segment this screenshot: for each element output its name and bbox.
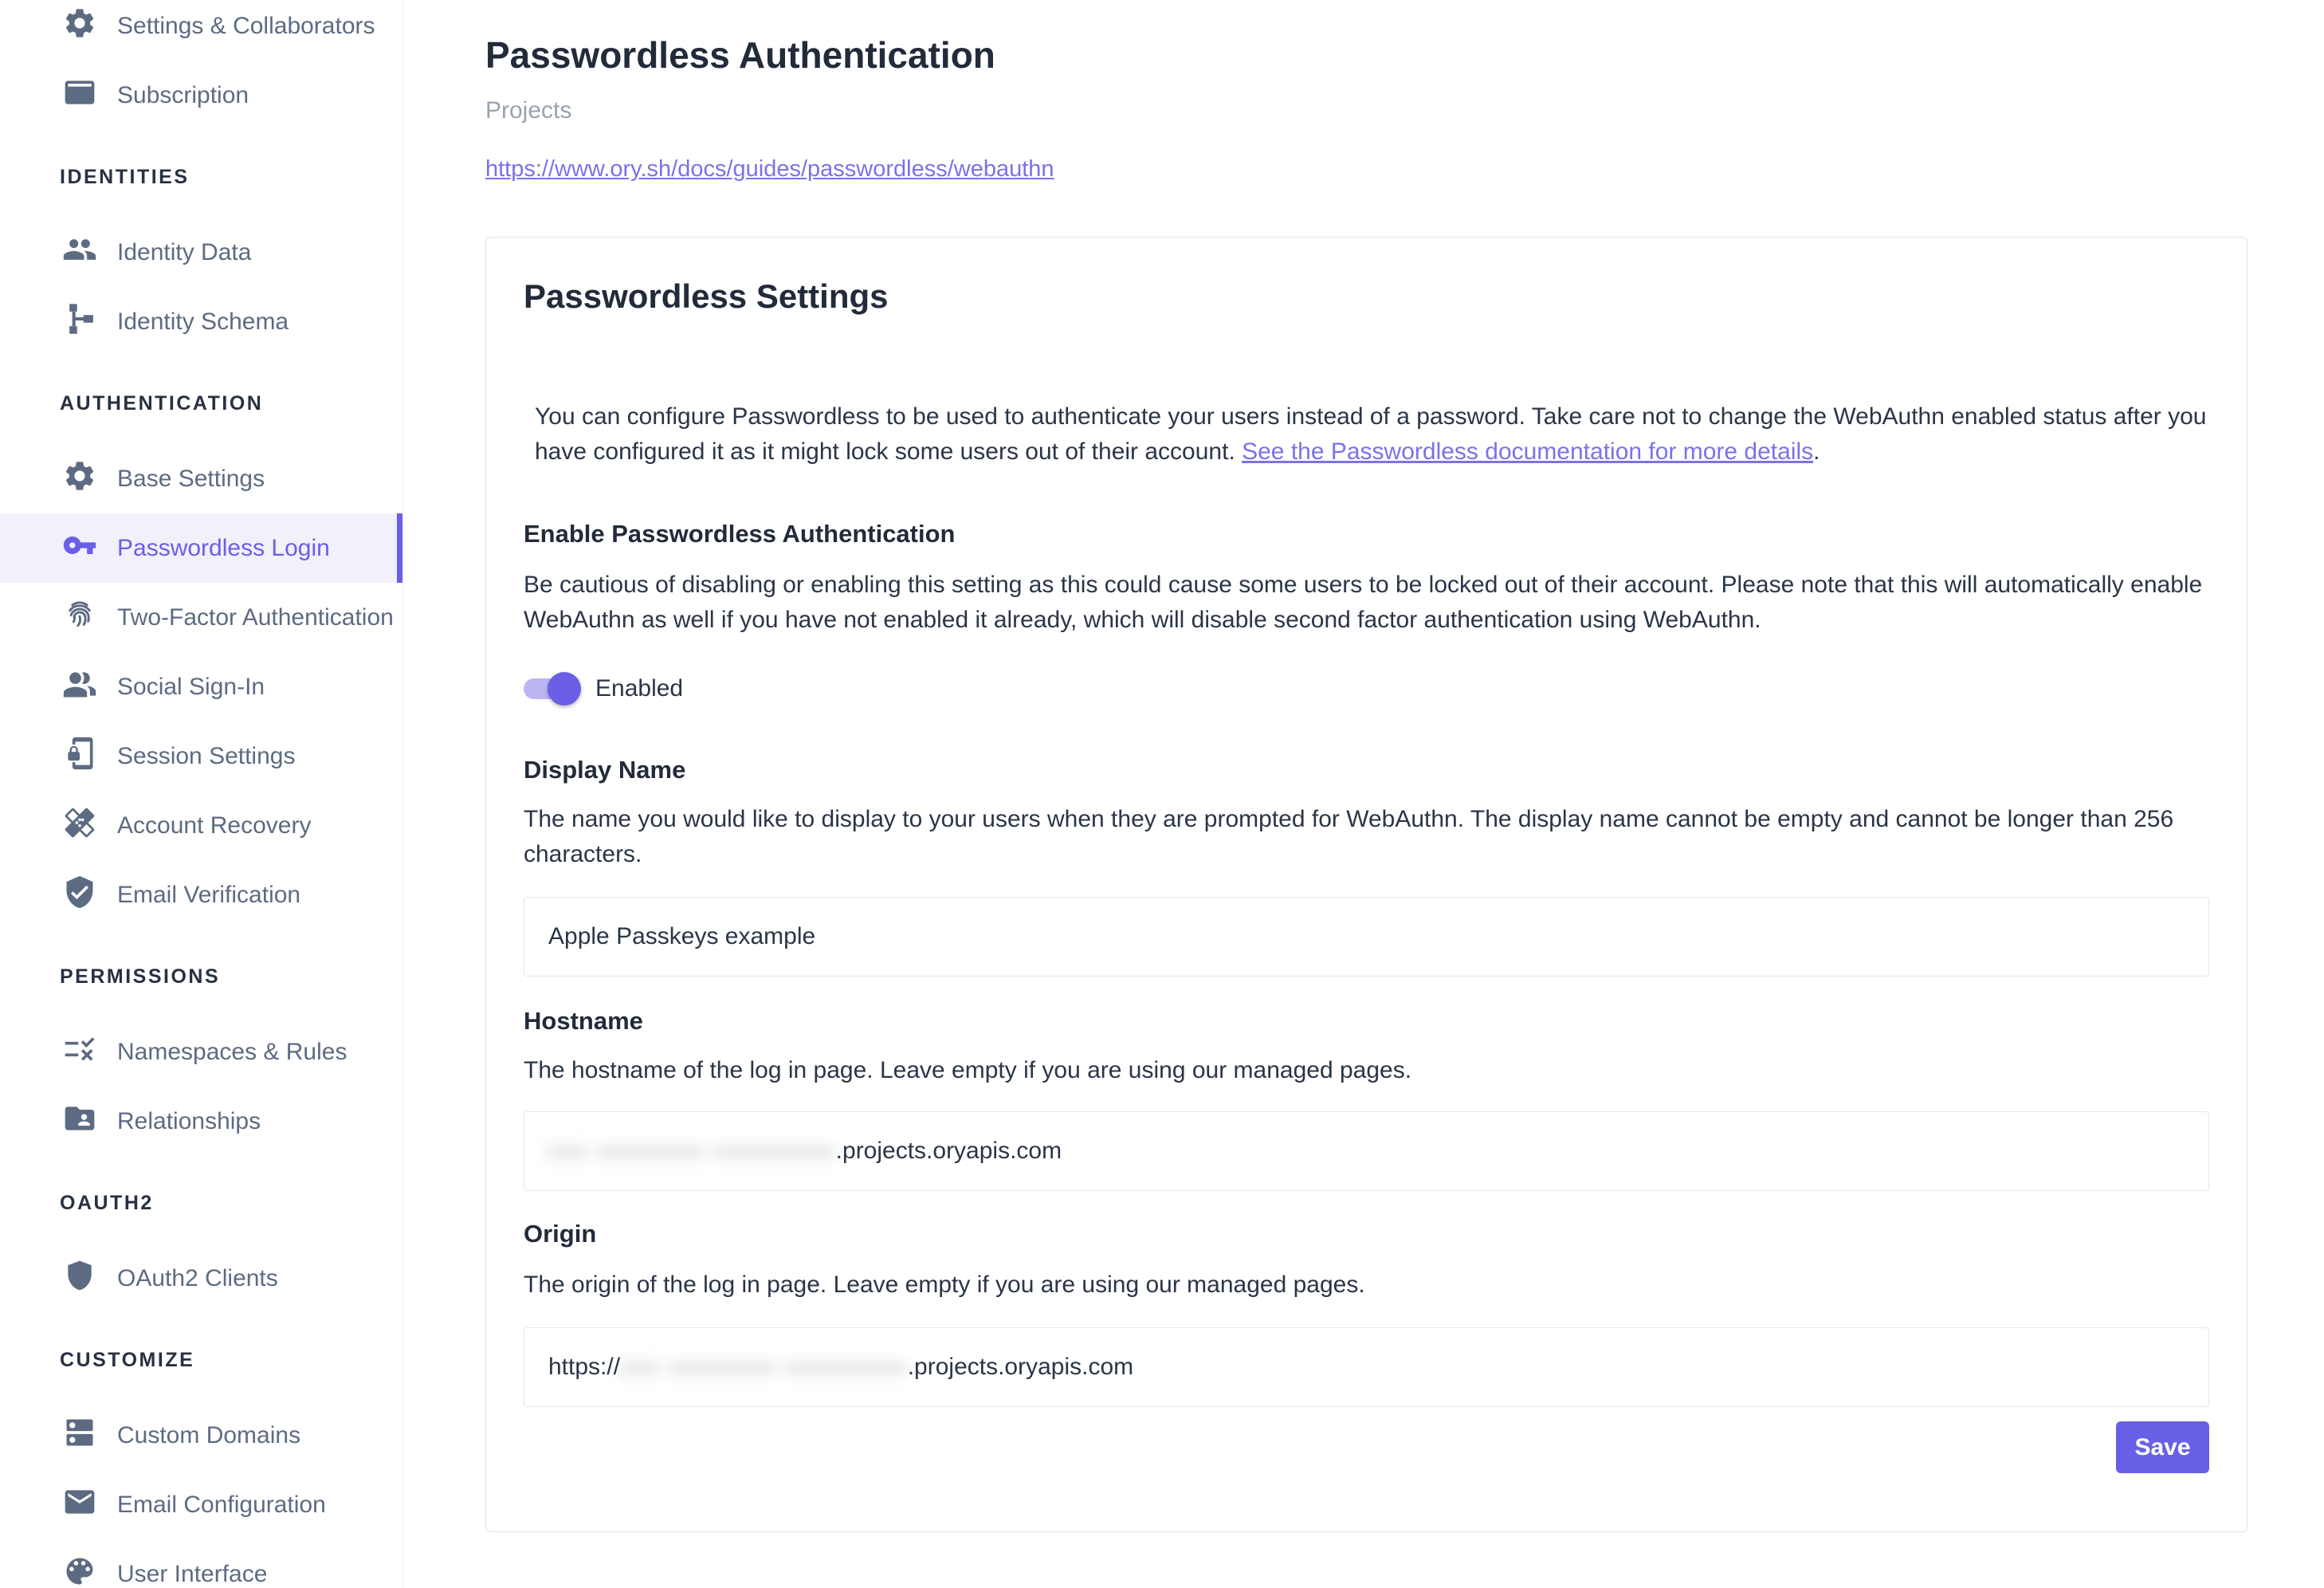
- sidebar-item-label: Two-Factor Authentication: [117, 603, 394, 631]
- sidebar-item-oauth2-clients[interactable]: [0, 1244, 402, 1313]
- passwordless-settings-card: [485, 237, 2247, 1532]
- sidebar-section-permissions: PERMISSIONS: [60, 965, 221, 988]
- sidebar-item-relationships[interactable]: [0, 1087, 402, 1156]
- sidebar-item-label: Email Configuration: [117, 1491, 326, 1518]
- sidebar-item-social-sign-in[interactable]: [0, 652, 402, 721]
- sidebar-item-user-interface[interactable]: [0, 1539, 402, 1588]
- passwordless-docs-link[interactable]: See the Passwordless documentation for more details: [1242, 438, 1814, 465]
- card-title: Passwordless Settings: [524, 277, 889, 315]
- shield-check-icon: [62, 875, 97, 916]
- sidebar-item-email-configuration[interactable]: [0, 1470, 402, 1539]
- sidebar-item-base-settings[interactable]: [0, 444, 402, 513]
- hostname-suffix: .projects.oryapis.com: [835, 1138, 1062, 1164]
- gear-icon: [62, 6, 97, 47]
- healing-icon: [62, 805, 97, 847]
- folder-shared-icon: [62, 1101, 97, 1142]
- rule-icon: [62, 1032, 97, 1073]
- credit-card-icon: [62, 75, 97, 116]
- save-button[interactable]: Save: [2116, 1421, 2209, 1473]
- sidebar-section-oauth2: OAUTH2: [60, 1192, 154, 1214]
- schema-icon: [62, 301, 97, 343]
- main-content: [404, 0, 2324, 1588]
- sidebar-section-customize: CUSTOMIZE: [60, 1349, 195, 1371]
- breadcrumb: Projects: [485, 97, 572, 124]
- sidebar-item-custom-domains[interactable]: [0, 1401, 402, 1470]
- origin-input[interactable]: [524, 1327, 2209, 1407]
- sidebar-item-label: Email Verification: [117, 881, 301, 908]
- sidebar-item-namespaces-rules[interactable]: [0, 1017, 402, 1087]
- toggle-state-label: Enabled: [595, 675, 684, 702]
- hostname-description: The hostname of the log in page. Leave empty if you are using our managed pages.: [524, 1057, 1412, 1083]
- sidebar-item-identity-data[interactable]: [0, 218, 402, 287]
- display-name-value: Apple Passkeys example: [548, 923, 816, 949]
- sidebar-item-label: Session Settings: [117, 742, 296, 769]
- sidebar-item-label: Account Recovery: [117, 812, 312, 839]
- sidebar-section-identities: IDENTITIES: [60, 166, 190, 188]
- enable-toggle-row: [524, 671, 2209, 706]
- shield-icon: [62, 1258, 97, 1299]
- sidebar-section-authentication: AUTHENTICATION: [60, 392, 264, 415]
- mail-icon: [62, 1484, 97, 1526]
- sidebar: [0, 0, 403, 1588]
- display-name-input[interactable]: [524, 897, 2209, 977]
- intro-text-suffix: .: [1813, 438, 1820, 465]
- sidebar-item-session-settings[interactable]: [0, 721, 402, 791]
- hostname-redacted-segment: xxx xxxxxxxx xxxxxxxxx: [548, 1138, 836, 1164]
- webauthn-doc-link[interactable]: https://www.ory.sh/docs/guides/passwordless/webauthn: [485, 156, 1054, 182]
- sidebar-item-label: Identity Data: [117, 238, 252, 265]
- sidebar-item-label: Identity Schema: [117, 308, 289, 335]
- sidebar-item-two-factor[interactable]: [0, 583, 402, 652]
- page-title: Passwordless Authentication: [485, 34, 995, 76]
- hostname-label: Hostname: [524, 1007, 643, 1035]
- enable-passwordless-description: Be cautious of disabling or enabling this setting as this could cause some users to be locked out of their account. Please note that this will automatically enable WebAuthn as well if you have not enabled it already, which will disable second factor authentication using WebAuthn.: [524, 572, 2203, 633]
- display-name-label: Display Name: [524, 756, 686, 784]
- sidebar-item-label: Custom Domains: [117, 1421, 301, 1448]
- origin-suffix: .projects.oryapis.com: [907, 1354, 1134, 1380]
- origin-prefix: https://: [548, 1354, 621, 1380]
- passwordless-enabled-toggle[interactable]: [524, 678, 578, 699]
- sidebar-item-label: Settings & Collaborators: [117, 12, 375, 39]
- sidebar-item-settings-collaborators[interactable]: [0, 0, 402, 61]
- sidebar-item-subscription[interactable]: [0, 61, 402, 130]
- sidebar-item-identity-schema[interactable]: [0, 287, 402, 356]
- origin-description: The origin of the log in page. Leave empty if you are using our managed pages.: [524, 1272, 1365, 1298]
- fingerprint-icon: [62, 597, 97, 639]
- save-row: [524, 1421, 2209, 1473]
- sidebar-item-label: Namespaces & Rules: [117, 1038, 347, 1065]
- intro-paragraph: [535, 399, 2209, 470]
- sidebar-item-account-recovery[interactable]: [0, 791, 402, 860]
- sidebar-item-label: Social Sign-In: [117, 673, 265, 700]
- hostname-input[interactable]: [524, 1111, 2209, 1191]
- sidebar-item-label: Subscription: [117, 81, 249, 108]
- sidebar-item-label: Relationships: [117, 1107, 261, 1134]
- intro-text: You can configure Passwordless to be used to authenticate your users instead of a password. Take care not to change the WebAuthn enabled status after you have configured it as it might lock some users out of their account.: [535, 403, 2207, 465]
- origin-redacted-segment: xxx xxxxxxxx xxxxxxxxx: [620, 1354, 908, 1380]
- people-icon: [62, 232, 97, 273]
- phone-lock-icon: [62, 736, 97, 777]
- sidebar-item-label: Passwordless Login: [117, 534, 330, 561]
- sidebar-item-label: OAuth2 Clients: [117, 1264, 278, 1291]
- palette-icon: [62, 1554, 97, 1588]
- server-icon: [62, 1415, 97, 1456]
- sidebar-item-email-verification[interactable]: [0, 860, 402, 930]
- sidebar-item-label: User Interface: [117, 1560, 268, 1587]
- people-alt-icon: [62, 666, 97, 708]
- display-name-description: The name you would like to display to your users when they are prompted for WebAuthn. The display name cannot be empty and cannot be longer than 256 characters.: [524, 806, 2174, 867]
- enable-passwordless-label: Enable Passwordless Authentication: [524, 520, 956, 548]
- key-icon: [62, 528, 97, 569]
- sidebar-item-label: Base Settings: [117, 465, 265, 492]
- sidebar-item-passwordless-login[interactable]: [0, 513, 402, 583]
- toggle-knob: [548, 672, 581, 706]
- gear-icon: [62, 458, 97, 500]
- origin-label: Origin: [524, 1220, 597, 1248]
